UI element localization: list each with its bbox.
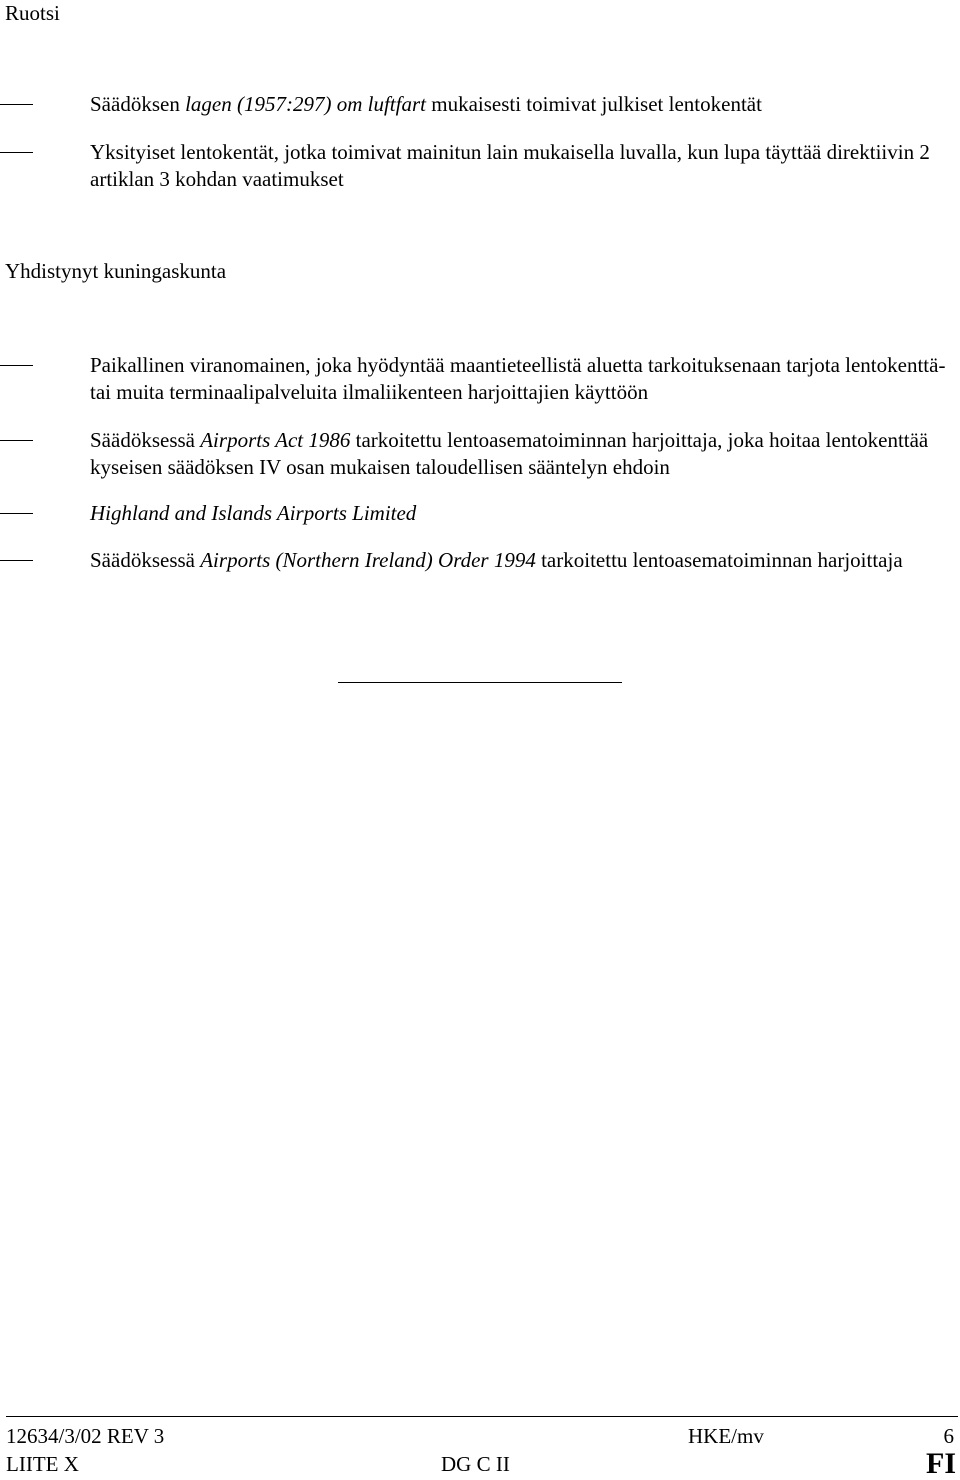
list-item-text (90, 427, 954, 481)
italic-title: Airports Act 1986 (200, 428, 351, 452)
end-separator (338, 682, 622, 683)
italic-title: Highland and Islands Airports Limited (90, 501, 417, 525)
text-run: Paikallinen viranomainen, joka hyödyntää maantieteellistä aluetta tarkoituksenaan tarjota lentokenttä- tai muita terminaalipalveluita ilmaliikenteen harjoittajien käyttöön (90, 353, 946, 404)
list-item-text (90, 91, 954, 118)
text-run: tarkoitettu lentoasematoiminnan harjoittaja (535, 548, 903, 572)
country-heading-sweden: Ruotsi (5, 1, 60, 25)
dash-bullet (0, 440, 33, 441)
dash-bullet (0, 513, 33, 514)
italic-title: Airports (Northern Ireland) Order 1994 (200, 548, 536, 572)
footer-annex: LIITE X (6, 1452, 79, 1476)
footer-doc-ref: 12634/3/02 REV 3 (6, 1424, 165, 1448)
footer-rule (6, 1416, 958, 1417)
dash-bullet (0, 152, 33, 153)
dash-bullet (0, 560, 33, 561)
text-run: Säädöksessä (90, 428, 201, 452)
dash-bullet (0, 365, 33, 366)
text-run: mukaisesti toimivat julkiset lentokentät (425, 92, 762, 116)
text-run: tarkoitettu lentoasematoiminnan harjoittaja, joka hoitaa lentokenttää kyseisen säädöksen IV osan mukaisen taloudellisen sääntelyn ehdoin (90, 428, 929, 479)
dash-bullet (0, 104, 33, 105)
text-run: Säädöksessä (90, 548, 201, 572)
list-item-text (90, 547, 954, 574)
list-item-text (90, 139, 954, 193)
country-heading-uk: Yhdistynyt kuningaskunta (5, 259, 227, 283)
text-run: Säädöksen (90, 92, 186, 116)
italic-title: lagen (1957:297) om luftfart (185, 92, 426, 116)
footer-language-code: FI (926, 1447, 956, 1480)
text-run: Yksityiset lentokentät, jotka toimivat mainitun lain mukaisella luvalla, kun lupa täyttää direktiivin 2 artiklan 3 kohdan vaatimukset (90, 140, 930, 191)
footer-dg: DG C II (441, 1452, 510, 1476)
footer-initials: HKE/mv (688, 1424, 764, 1448)
list-item-text (90, 352, 954, 406)
list-item-text (90, 500, 954, 527)
footer-page-number: 6 (943, 1424, 954, 1448)
